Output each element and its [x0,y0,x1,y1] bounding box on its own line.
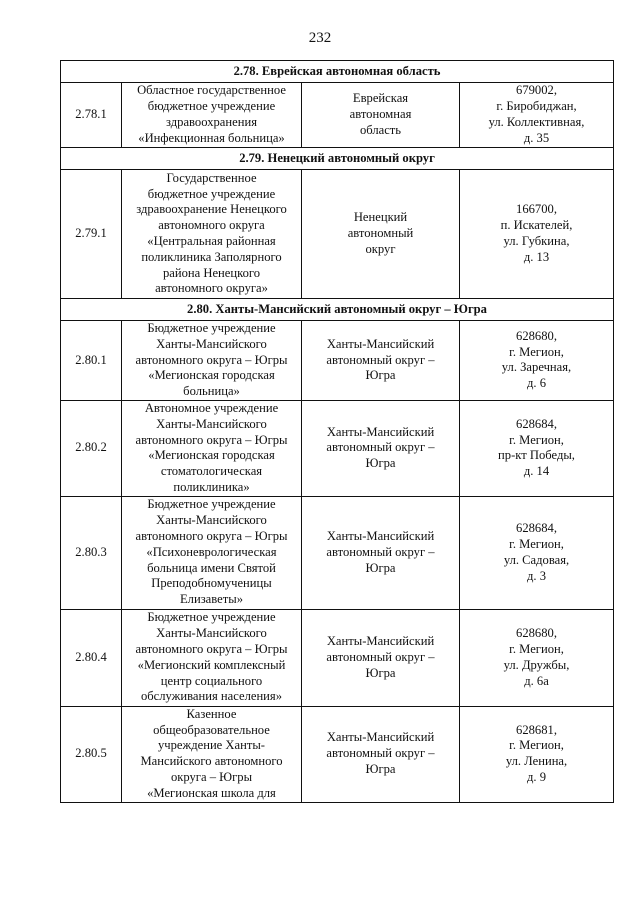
institution-name: Бюджетное учреждение Ханты-Мансийского автономного округа – Югры «Мегионская городская больница» [122,321,302,401]
section-title: 2.78. Еврейская автономная область [61,61,614,83]
region-name: Ханты-Мансийский автономный округ – Югра [302,609,460,706]
region-name: Ненецкий автономный округ [302,170,460,299]
row-number: 2.80.1 [61,321,122,401]
section-title: 2.79. Ненецкий автономный округ [61,148,614,170]
region-name: Еврейская автономная область [302,83,460,148]
row-number: 2.80.4 [61,609,122,706]
region-name: Ханты-Мансийский автономный округ – Югра [302,400,460,496]
row-number: 2.79.1 [61,170,122,299]
institution-name: Казенное общеобразовательное учреждение Ханты- Мансийского автономного округа – Югры «Мегионская школа для [122,706,302,802]
row-number: 2.80.2 [61,400,122,496]
region-name: Ханты-Мансийский автономный округ – Югра [302,321,460,401]
row-number: 2.80.3 [61,496,122,609]
table-row [61,170,614,299]
row-number: 2.80.5 [61,706,122,802]
table-row [61,496,614,609]
region-name: Ханты-Мансийский автономный округ – Югра [302,496,460,609]
region-name: Ханты-Мансийский автономный округ – Югра [302,706,460,802]
postal-address: 628680, г. Мегион, ул. Дружбы, д. 6а [460,609,614,706]
institution-name: Бюджетное учреждение Ханты-Мансийского автономного округа – Югры «Психоневрологическая больница имени Святой Преподобномученицы Елизаветы» [122,496,302,609]
postal-address: 628680, г. Мегион, ул. Заречная, д. 6 [460,321,614,401]
postal-address: 679002, г. Биробиджан, ул. Коллективная, д. 35 [460,83,614,148]
table-row [61,321,614,401]
postal-address: 628684, г. Мегион, пр-кт Победы, д. 14 [460,400,614,496]
institution-name: Государственное бюджетное учреждение здравоохранение Ненецкого автономного округа «Центральная районная поликлиника Заполярного района Ненецкого автономного округа» [122,170,302,299]
postal-address: 628684, г. Мегион, ул. Садовая, д. 3 [460,496,614,609]
row-number: 2.78.1 [61,83,122,148]
section-header-row [61,61,614,83]
institution-name: Бюджетное учреждение Ханты-Мансийского автономного округа – Югры «Мегионский комплексный центр социального обслуживания населения» [122,609,302,706]
institutions-table [60,60,614,803]
table-row [61,83,614,148]
institution-name: Автономное учреждение Ханты-Мансийского автономного округа – Югры «Мегионская городская стоматологическая поликлиника» [122,400,302,496]
page-number: 232 [308,30,332,46]
table-row [61,706,614,802]
table-row [61,609,614,706]
section-header-row [61,148,614,170]
postal-address: 628681, г. Мегион, ул. Ленина, д. 9 [460,706,614,802]
institution-name: Областное государственное бюджетное учреждение здравоохранения «Инфекционная больница» [122,83,302,148]
section-title: 2.80. Ханты-Мансийский автономный округ – Югра [61,299,614,321]
table-row [61,400,614,496]
postal-address: 166700, п. Искателей, ул. Губкина, д. 13 [460,170,614,299]
section-header-row [61,299,614,321]
